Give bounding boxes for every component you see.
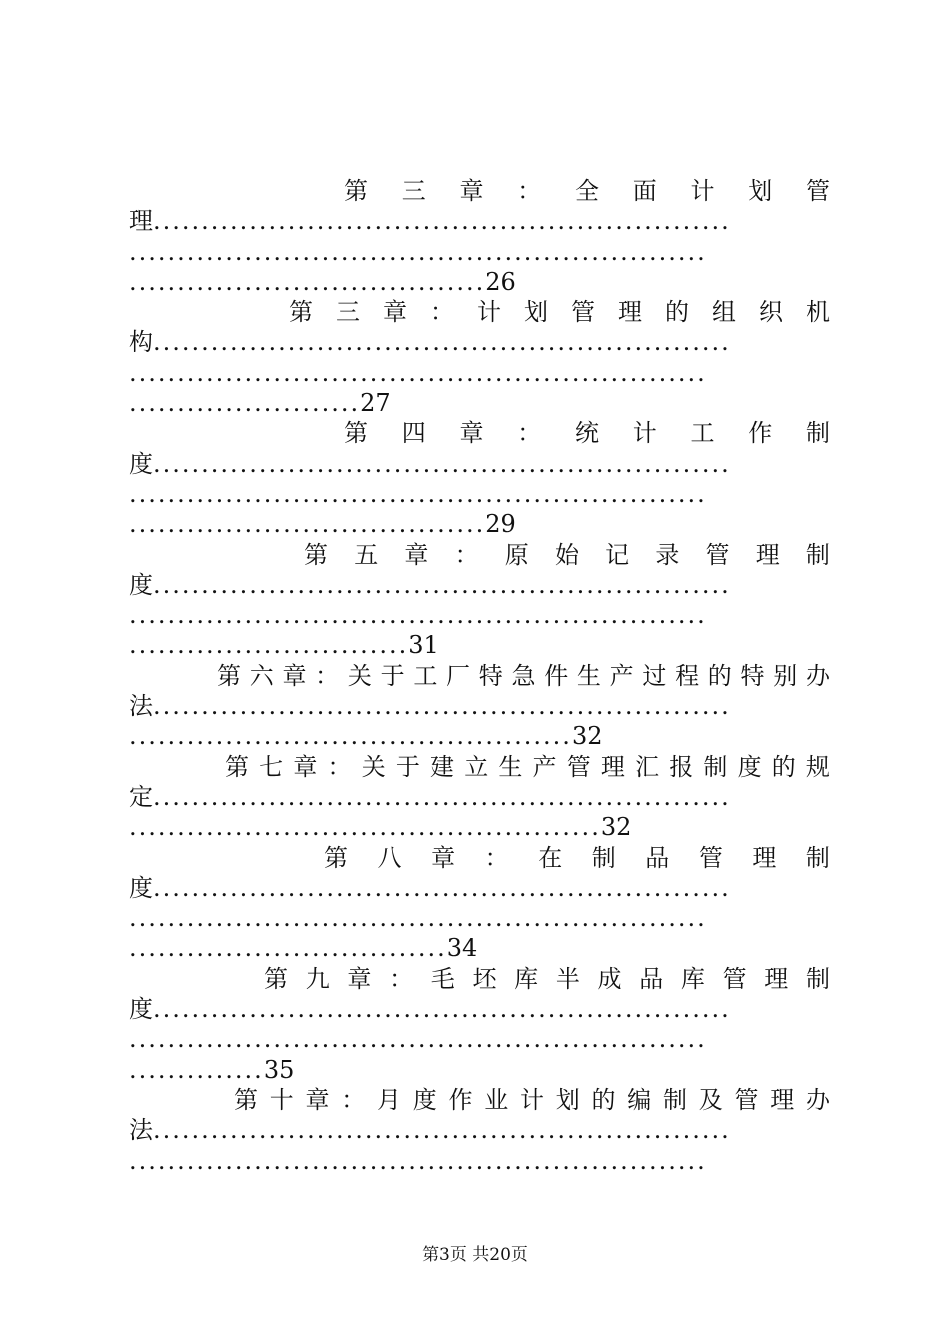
toc-leader-line: ............................................................ — [129, 1025, 707, 1054]
toc-leader-line: ............................................................ — [129, 358, 707, 387]
toc-leader-line: 定 ............................................................ — [129, 782, 731, 811]
toc-entry[interactable] — [129, 964, 830, 1085]
toc-entry[interactable] — [129, 297, 830, 418]
toc-heading: 第 七 章 ： 关 于 建 立 生 产 管 理 汇 报 制 度 的 规 — [225, 752, 830, 781]
toc-page-line: .................................34 — [129, 934, 478, 963]
toc-heading: 第 六 章 ： 关 于 工 厂 特 急 件 生 产 过 程 的 特 别 办 — [217, 661, 830, 690]
toc-heading: 第 十 章 ： 月 度 作 业 计 划 的 编 制 及 管 理 办 — [234, 1085, 830, 1114]
toc-heading-last-char: 度 — [129, 449, 153, 478]
toc-heading: 第 九 章 ： 毛 坯 库 半 成 品 库 管 理 制 — [264, 964, 830, 993]
toc-leader-line: 度 ............................................................ — [129, 449, 731, 478]
toc-heading-last-char: 法 — [129, 692, 153, 721]
toc-page-number: 29 — [485, 510, 516, 539]
toc-page-number: 26 — [485, 267, 516, 296]
toc-heading: 第 三 章 ： 计 划 管 理 的 组 织 机 — [289, 298, 830, 327]
toc-page-number: 27 — [360, 389, 391, 418]
toc-page-number: 31 — [408, 631, 439, 660]
table-of-contents — [129, 176, 830, 1176]
toc-heading-last-char: 构 — [129, 328, 153, 357]
toc-heading-last-char: 理 — [129, 207, 153, 236]
toc-page-line: ..............................................32 — [129, 722, 603, 751]
toc-heading-last-char: 定 — [129, 782, 153, 811]
toc-entry[interactable] — [129, 661, 830, 752]
toc-leader-line: 法 ............................................................ — [129, 1116, 731, 1145]
toc-page-number: 32 — [571, 722, 603, 751]
toc-entry[interactable] — [129, 176, 830, 297]
toc-entry[interactable] — [129, 540, 830, 661]
toc-page-line: ..............35 — [129, 1055, 295, 1084]
toc-entry[interactable] — [129, 418, 830, 539]
toc-leader-line: 度 ............................................................ — [129, 570, 731, 599]
toc-page-number: 34 — [446, 934, 478, 963]
toc-page-line: ........................27 — [129, 389, 391, 418]
toc-heading-last-char: 度 — [129, 995, 153, 1024]
toc-page-number: 35 — [263, 1055, 295, 1084]
toc-leader-line: 度 ............................................................ — [129, 873, 731, 902]
toc-page-line: .....................................29 — [129, 510, 516, 539]
toc-entry[interactable] — [129, 1085, 830, 1176]
toc-heading: 第 三 章 ： 全 面 计 划 管 — [344, 177, 830, 205]
toc-heading: 第 四 章 ： 统 计 工 作 制 — [344, 419, 830, 448]
toc-heading: 第 五 章 ： 原 始 记 录 管 理 制 — [304, 540, 830, 569]
toc-page-line: .................................................32 — [129, 813, 632, 842]
toc-leader-line: 构 ............................................................ — [129, 328, 731, 357]
toc-page-line: .............................31 — [129, 631, 439, 660]
toc-leader-line: ............................................................ — [129, 1146, 707, 1175]
toc-page-number: 32 — [600, 813, 632, 842]
toc-entry[interactable] — [129, 843, 830, 964]
toc-leader-line: ............................................................ — [129, 904, 707, 933]
toc-heading: 第 八 章 ： 在 制 品 管 理 制 — [324, 843, 830, 872]
toc-heading-last-char: 法 — [129, 1116, 153, 1145]
toc-page-line: .....................................26 — [129, 267, 516, 296]
toc-leader-line: ............................................................ — [129, 479, 707, 508]
toc-leader-line: 法 ............................................................ — [129, 692, 731, 721]
toc-heading-last-char: 度 — [129, 570, 153, 599]
toc-leader-line: ............................................................ — [129, 601, 707, 630]
toc-leader-line: ............................................................ — [129, 237, 707, 266]
toc-leader-line: 理 ............................................................ — [129, 207, 731, 236]
page-footer: 第3页 共20页 — [422, 1245, 528, 1265]
toc-leader-line: 度 ............................................................ — [129, 995, 731, 1024]
toc-heading-last-char: 度 — [129, 873, 153, 902]
toc-entry[interactable] — [129, 752, 830, 843]
